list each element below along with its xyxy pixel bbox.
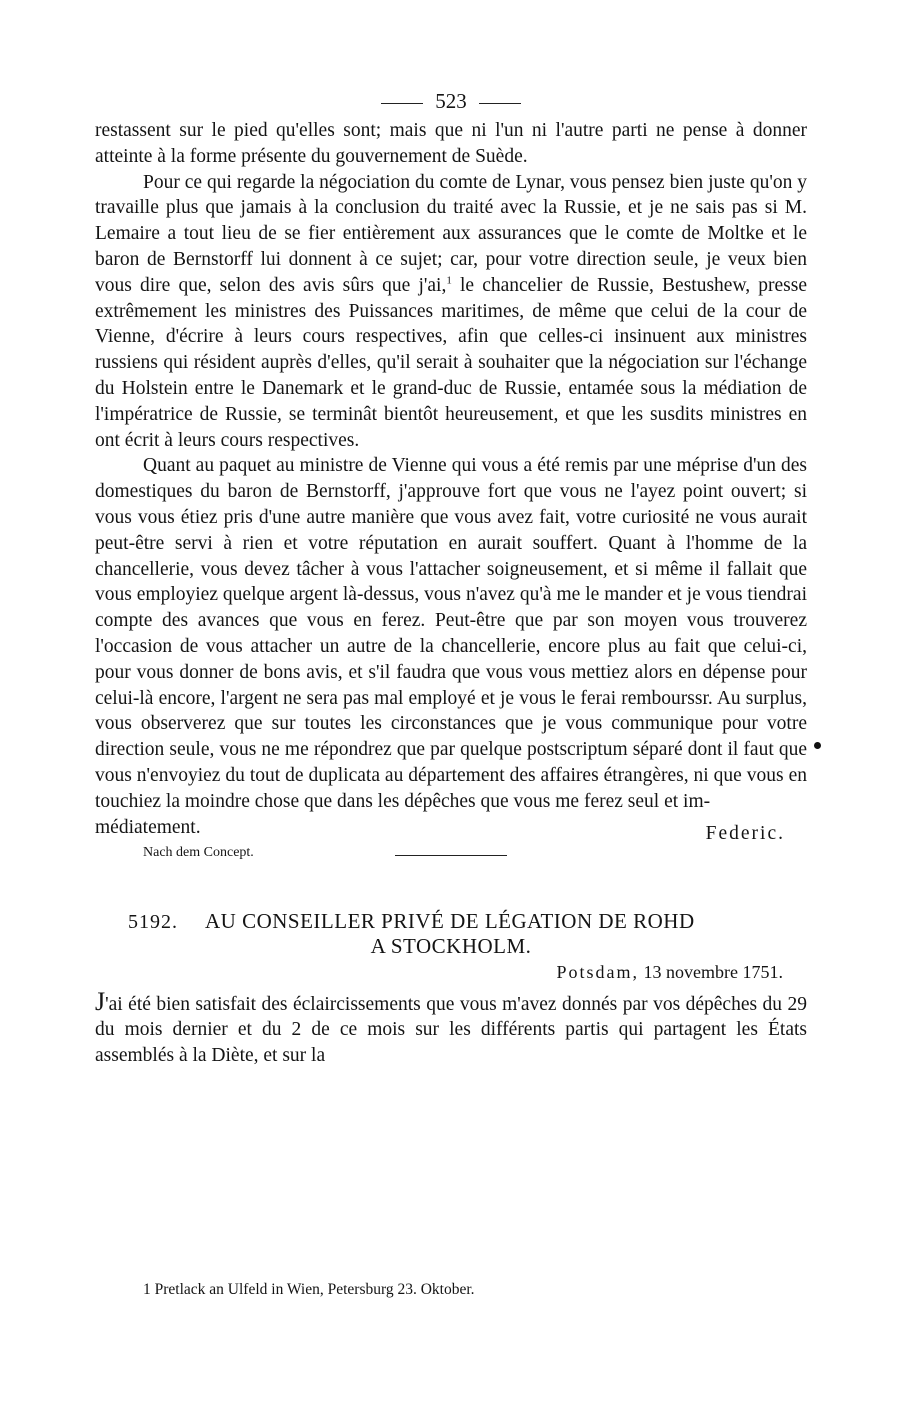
- paragraph-end: médiatement.: [95, 816, 201, 838]
- footnote-marker[interactable]: 1: [446, 274, 452, 287]
- paragraph-lynar-text: Pour ce qui regarde la négociation du comte de Lynar, vous pensez bien juste qu'on y travaille plus que jamais à la conclusion du traité avec la Russie, et je ne sais pas si M. Lemaire a tout lieu de se fier entièrement aux assurances que le comte de Moltke et le baron de Bernstorff lui donnent à ce sujet; car, pour votre direction seule, je veux bien vous dire que, selon des avis sûrs que j'ai,: [95, 171, 807, 296]
- continuation-paragraph: [95, 118, 807, 170]
- letter-heading: [95, 905, 807, 957]
- signature: Federic.: [705, 822, 785, 844]
- page: [95, 84, 807, 1069]
- section-rule: [395, 855, 507, 856]
- letter-number: 5192.: [128, 910, 178, 933]
- dateline-place: Potsdam,: [556, 961, 640, 982]
- page-number: 523: [435, 89, 467, 113]
- continuation-line-2: pense à donner atteinte à la forme présente du gouvernement de Suède.: [95, 120, 808, 167]
- letter-title-line-1: AU CONSEILLER PRIVÉ DE LÉGATION DE ROHD: [205, 908, 695, 933]
- margin-dot: [814, 742, 821, 749]
- drop-cap: J: [95, 986, 106, 1016]
- paragraph-paquet-text: Quant au paquet au ministre de Vienne qui vous a été remis par une méprise d'un des domestiques du baron de Bernstorff, j'approuve fort que vous ne l'ayez point ouvert; si vous vous étiez pris d'une autre manière que vous avez fait, votre curiosité ne vous aurait peut-être servi à rien et votre réputation en aurait souffert. Quant à l'homme de la chancellerie, vous devez tâcher à vous l'attacher soigneusement, et si même il fallait que vous employiez quelque argent là-dessus, vous n'avez qu'à me le mander et je vous tiendrai compte des avances que vous en ferez. Peut-être que par son moyen vous trouverez l'occasion de vous attacher un autre de la chancellerie, encore plus au fait que celui-ci, pour vous donner de bons avis, et s'il faudra que vous vous mettiez alors en dépense pour celui-là encore, l'argent ne sera pas mal employé et je vous le ferai rembourssr. Au surplus, vous observerez que sur toutes les circonstances que je vous communique pour votre direction seule, vous ne me répondrez que par quelque postscriptum séparé dont il faut que vous n'envoyiez du tout de duplicata au département des affaires étrangères, ni que vous en touchiez la moindre chose que dans les dépêches que vous me ferez seul et im-: [95, 455, 807, 812]
- dateline-date: 13 novembre 1751.: [643, 961, 783, 982]
- paragraph-lynar: [95, 170, 807, 454]
- letter-body: [95, 986, 807, 1069]
- closing-block: [95, 815, 807, 867]
- paragraph-lynar-rest: le chancelier de Russie, Bestushew, presse extrêmement les ministres des Puissances maritimes, de même que celui de la cour de Vienne, d'écrire à leurs cours respectives, afin que celles-ci insinuent aux ministres russiens qui résident auprès d'elles, qu'il serait à souhaiter que la négociation sur l'échange du Holstein entre le Danemark et le grand-duc de Russie, entamée sous la médiation de l'impératrice de Russie, se terminât bientôt heureusement, et que les susdits ministres en ont écrit à leurs cours respectives.: [95, 274, 808, 451]
- header-dash-right: [479, 103, 521, 104]
- page-header: [95, 84, 807, 118]
- header-dash-left: [381, 103, 423, 104]
- letter-title-line-2: A STOCKHOLM.: [370, 933, 532, 958]
- footnote: 1 Pretlack an Ulfeld in Wien, Petersburg 23. Oktober.: [143, 1281, 475, 1298]
- paragraph-paquet: [95, 453, 807, 814]
- source-note: Nach dem Concept.: [143, 844, 254, 860]
- dateline: [95, 959, 783, 985]
- letter-body-text: 'ai été bien satisfait des éclaircissements que vous m'avez donnés par vos dépêches du 29 du mois dernier et du 2 de ce mois sur les différents partis qui partagent les États assemblés à la Diète, et sur la: [95, 993, 807, 1067]
- continuation-line-1: restassent sur le pied qu'elles sont; mais que ni l'un ni l'autre parti ne: [95, 120, 675, 141]
